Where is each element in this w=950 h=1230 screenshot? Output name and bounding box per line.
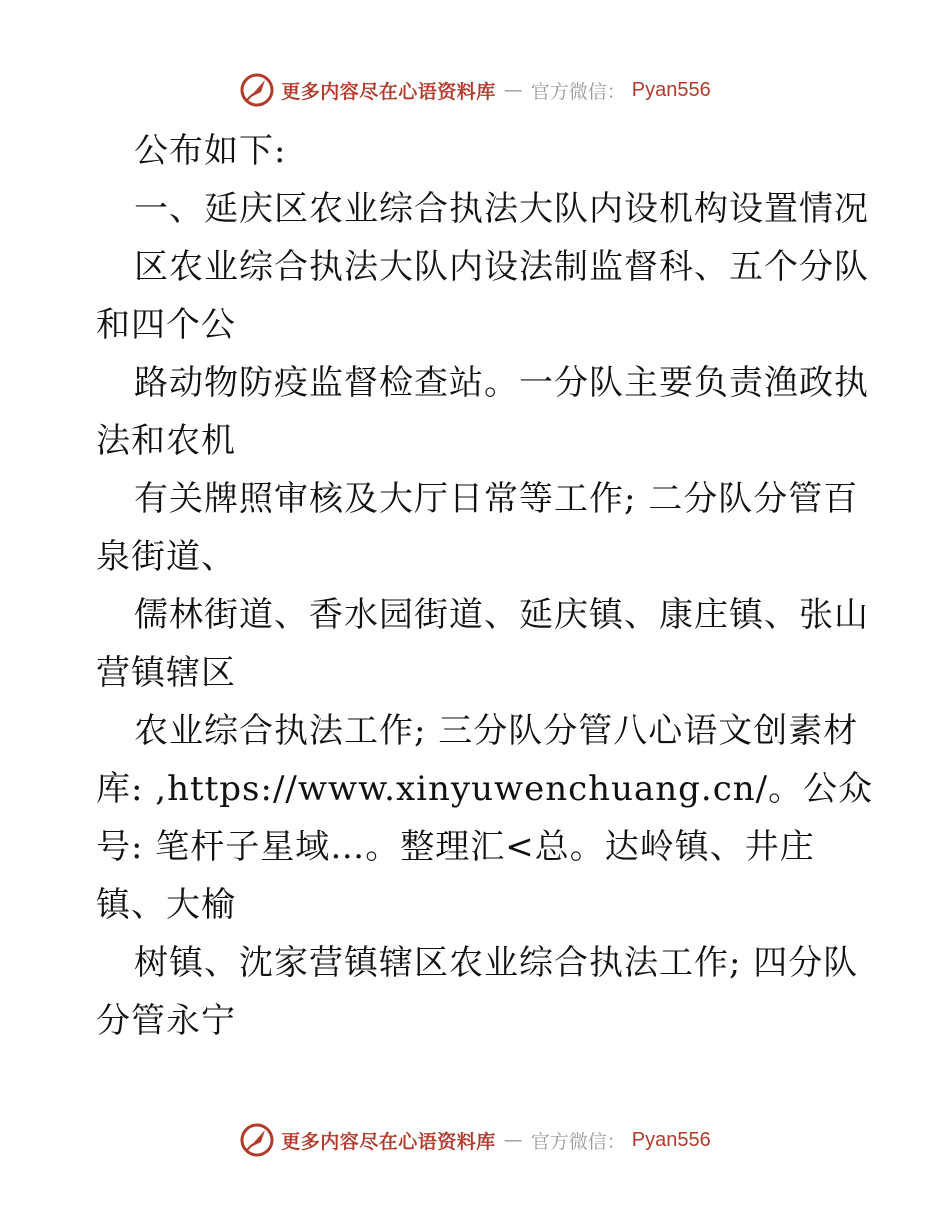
watermark-brand: [239, 1122, 711, 1158]
text-line: 路动物防疫监督检查站。一分队主要负责渔政执: [134, 363, 869, 403]
watermark-wechat-label: 官方微信：: [530, 80, 626, 103]
text-line: 库: ,https://www.xinyuwenchuang.cn/。公众: [96, 769, 874, 809]
quill-logo-icon: [239, 72, 275, 108]
header-watermark: [0, 70, 950, 110]
text-line: 镇、大榆: [96, 885, 236, 925]
watermark-brand-text: 更多内容尽在心语资料库: [281, 80, 496, 103]
watermark-separator: —: [503, 79, 523, 101]
text-line: 树镇、沈家营镇辖区农业综合执法工作; 四分队: [134, 943, 859, 983]
watermark-brand-text: 更多内容尽在心语资料库: [281, 1130, 496, 1153]
text-line: 法和农机: [96, 421, 236, 461]
text-line: 泉街道、: [96, 537, 236, 577]
text-line: 分管永宁: [96, 1001, 236, 1041]
footer-watermark: [0, 1120, 950, 1160]
text-line: 农业综合执法工作; 三分队分管八心语文创素材: [134, 711, 859, 751]
watermark-wechat-label: 官方微信：: [530, 1130, 626, 1153]
text-line: 区农业综合执法大队内设法制监督科、五个分队: [134, 247, 869, 287]
watermark-separator: —: [503, 1129, 523, 1151]
watermark-wechat-id: Pyan556: [631, 78, 711, 101]
document-body: [96, 122, 874, 1050]
watermark-brand: [239, 72, 711, 108]
text-line: 公布如下:: [134, 131, 287, 171]
text-line: 有关牌照审核及大厅日常等工作; 二分队分管百: [134, 479, 859, 519]
text-line: 号: 笔杆子星域…。整理汇<总。达岭镇、井庄: [96, 827, 815, 867]
text-line: 和四个公: [96, 305, 236, 345]
text-line: 儒林街道、香水园街道、延庆镇、康庄镇、张山: [134, 595, 869, 635]
text-line: 营镇辖区: [96, 653, 236, 693]
text-line: 一、延庆区农业综合执法大队内设机构设置情况: [134, 189, 869, 229]
watermark-wechat-id: Pyan556: [631, 1128, 711, 1151]
quill-logo-icon: [239, 1122, 275, 1158]
